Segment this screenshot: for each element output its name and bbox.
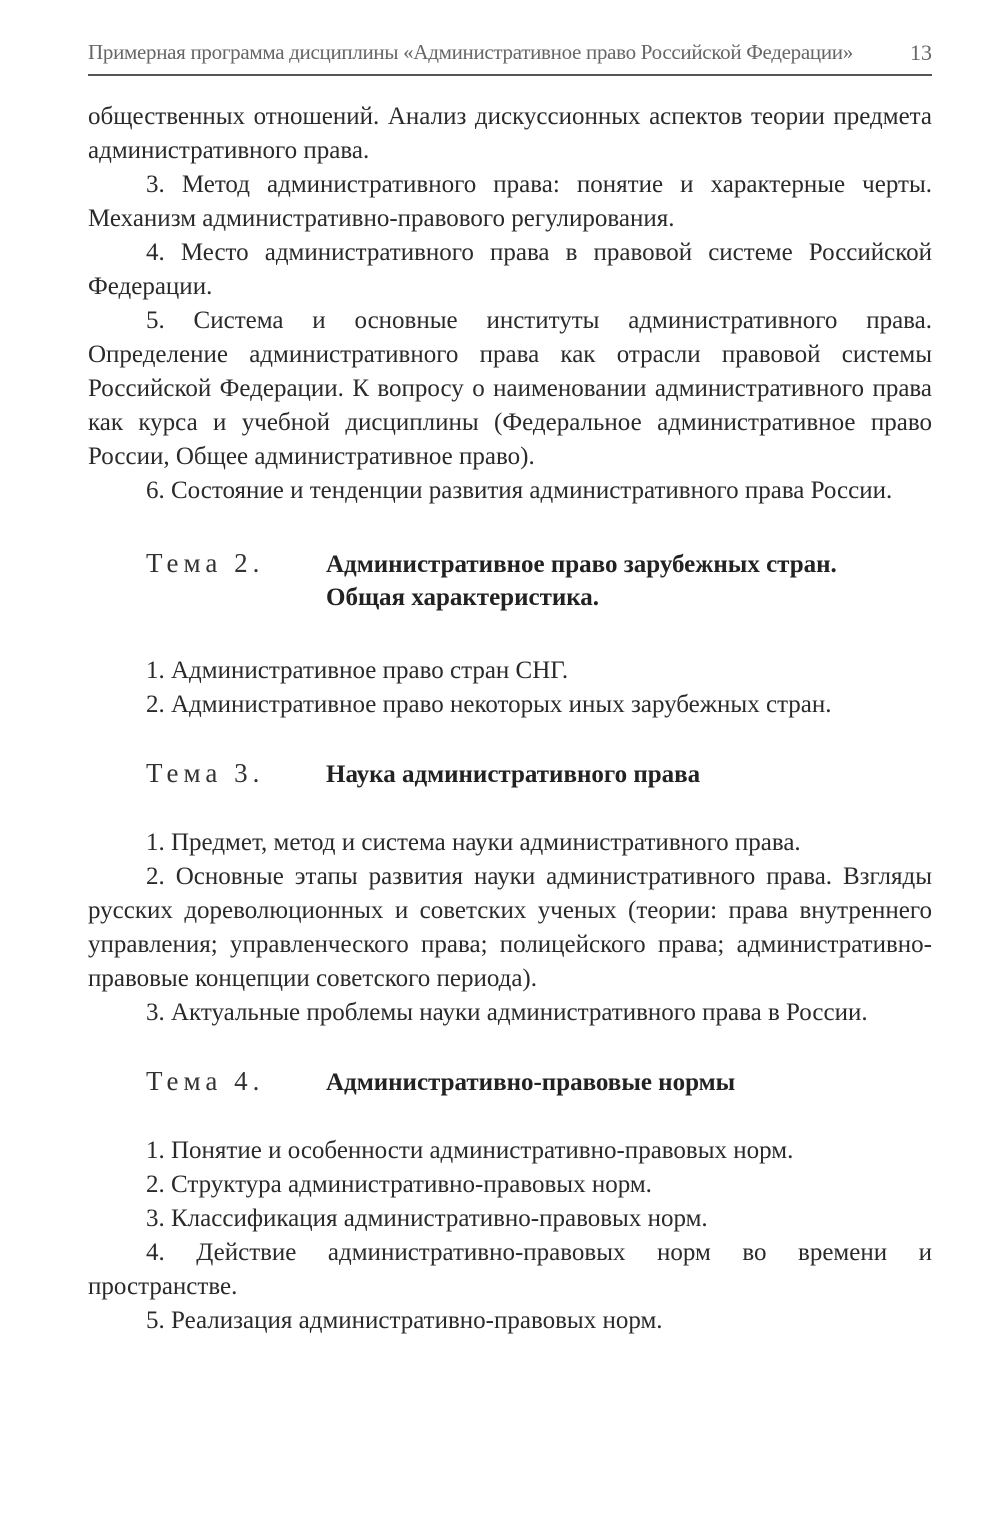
list-item: 1. Понятие и особенности административно-правовых норм. bbox=[146, 1137, 794, 1164]
paragraph: 4. Место административного права в правовой системе Российской Федерации. bbox=[88, 239, 932, 300]
list-item: 3. Классификация административно-правовых норм. bbox=[146, 1205, 708, 1232]
list-item: 3. Актуальные проблемы науки административного права в России. bbox=[146, 999, 868, 1026]
list-item: 5. Реализация административно-правовых норм. bbox=[146, 1307, 663, 1334]
paragraph: общественных отношений. Анализ дискуссионных аспектов теории предмета административного права. bbox=[88, 103, 932, 164]
list-item: 2. Основные этапы развития науки административного права. Взгляды русских дореволюционных и советских ученых (теории: права внутреннего управления; управленческого права; полицейского права; административно-правовые концепции советского периода). bbox=[88, 863, 932, 992]
topic-label: Тема 4. bbox=[146, 1066, 265, 1096]
list-item: 1. Предмет, метод и система науки административного права. bbox=[146, 829, 801, 856]
page-number: 13 bbox=[910, 40, 932, 65]
list-item: 2. Административное право некоторых иных зарубежных стран. bbox=[146, 691, 832, 718]
running-header bbox=[88, 40, 932, 76]
topic-title: Наука административного права bbox=[326, 761, 701, 788]
topic-heading bbox=[88, 548, 932, 614]
list-item: 1. Административное право стран СНГ. bbox=[146, 657, 569, 684]
paragraph: 6. Состояние и тенденции развития административного права России. bbox=[146, 477, 893, 504]
topic-heading bbox=[88, 1066, 932, 1096]
topic-title: Административное право зарубежных стран. Общая характеристика. bbox=[326, 551, 837, 611]
paragraph: 3. Метод административного права: понятие и характерные черты. Механизм административно-правового регулирования. bbox=[88, 171, 932, 232]
paragraph: 5. Система и основные институты административного права. Определение административного права как отрасли правовой системы Российской Федерации. К вопросу о наименовании административного права как курса и учебной дисциплины (Федеральное административное право России, Общее административное право). bbox=[88, 307, 932, 470]
topic-label: Тема 2. bbox=[146, 548, 265, 578]
header-title: Примерная программа дисциплины «Административное право Российской Федерации» bbox=[88, 40, 853, 64]
topic-title: Административно-правовые нормы bbox=[326, 1069, 736, 1096]
topic-label: Тема 3. bbox=[146, 758, 265, 788]
page-body bbox=[88, 100, 932, 1338]
list-item: 2. Структура административно-правовых норм. bbox=[146, 1171, 652, 1198]
topic-heading bbox=[88, 758, 932, 788]
list-item: 4. Действие административно-правовых норм во времени и пространстве. bbox=[88, 1239, 932, 1300]
